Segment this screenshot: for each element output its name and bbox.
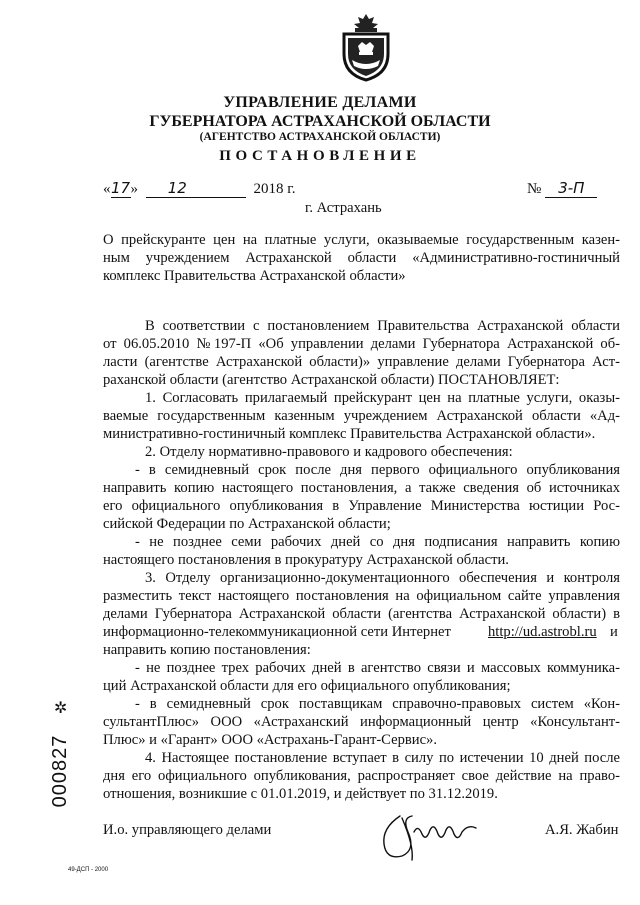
body-line: и bbox=[610, 624, 618, 640]
body-line: ваемые государственным казенным учреждением Астраханской области «Ад- bbox=[103, 408, 620, 424]
org-name-line-3: (АГЕНТСТВО АСТРАХАНСКОЙ ОБЛАСТИ) bbox=[199, 131, 441, 143]
body-line: - не позднее трех рабочих дней в агентство связи и массовых коммуника- bbox=[135, 660, 620, 676]
body-line: - в семидневный срок после дня первого официального опубликования bbox=[135, 462, 620, 478]
body-line: сийской Федерации по Астраханской области; bbox=[103, 516, 391, 532]
body-line: дня его официального опубликования, распространяет свое действие на право- bbox=[103, 768, 620, 784]
date-quote-open: « bbox=[103, 181, 111, 197]
title-line: комплекс Правительства Астраханской области» bbox=[103, 268, 406, 284]
doc-number-block bbox=[527, 179, 597, 198]
handwritten-signature bbox=[372, 806, 492, 864]
website-link[interactable]: http://ud.astrobl.ru bbox=[488, 624, 597, 640]
coat-of-arms-emblem bbox=[338, 10, 394, 82]
body-line: направить копию настоящего постановления, а также сведения об источниках bbox=[103, 480, 620, 496]
serial-number: 000827 bbox=[49, 734, 71, 808]
body-line: 4. Настоящее постановление вступает в силу по истечении 10 дней после bbox=[145, 750, 620, 766]
date-day: 17 bbox=[110, 179, 131, 197]
body-line: информационно-телекоммуникационной сети Интернет bbox=[103, 624, 451, 640]
city: г. Астрахань bbox=[305, 200, 382, 216]
body-line: отношения, возникшие с 01.01.2019, и действует по 31.12.2019. bbox=[103, 786, 498, 802]
doc-type: ПОСТАНОВЛЕНИЕ bbox=[219, 148, 421, 164]
gear-mark-icon: ✲ bbox=[54, 698, 68, 717]
date-quote-close: » bbox=[130, 181, 138, 197]
body-line: разместить текст настоящего постановления на официальном сайте управления bbox=[103, 588, 620, 604]
body-line: сультантПлюс» ООО «Астраханский информационный центр «Консультант- bbox=[103, 714, 620, 730]
signatory-name: А.Я. Жабин bbox=[545, 822, 619, 838]
body-line: 3. Отделу организационно-документационного обеспечения и контроля bbox=[145, 570, 620, 586]
org-name-line-1: УПРАВЛЕНИЕ ДЕЛАМИ bbox=[223, 94, 417, 111]
body-line: - в семидневный срок поставщикам справочно-правовых систем «Кон- bbox=[135, 696, 620, 712]
title-line: О прейскуранте цен на платные услуги, оказываемые государственным казен- bbox=[103, 232, 620, 248]
date-block bbox=[103, 179, 295, 198]
title-line: ным учреждением Астраханской области «Административно-гостиничный bbox=[103, 250, 620, 266]
org-name-line-2: ГУБЕРНАТОРА АСТРАХАНСКОЙ ОБЛАСТИ bbox=[149, 113, 491, 130]
body-line: раханской области (агентство Астраханской области) ПОСТАНОВЛЯЕТ: bbox=[103, 372, 560, 388]
body-line: от 06.05.2010 №197-П «Об управлении делами Губернатора Астраханской об- bbox=[103, 336, 620, 352]
body-line: Плюс» и «Гарант» ООО «Астрахань-Гарант-Сервис». bbox=[103, 732, 437, 748]
body-line: В соответствии с постановлением Правительства Астраханской области bbox=[145, 318, 620, 334]
body-line: его официального опубликования в Управление Министерства юстиции Рос- bbox=[103, 498, 620, 514]
body-line: ласти (агентстве Астраханской области)» управление делами Губернатора Аст- bbox=[103, 354, 620, 370]
date-month: 12 bbox=[146, 179, 246, 198]
doc-number: 3-П bbox=[545, 179, 597, 198]
body-line: настоящего постановления в прокуратуру Астраханской области. bbox=[103, 552, 509, 568]
body-line: ций Астраханской области для его официального опубликования; bbox=[103, 678, 511, 694]
body-line: делами Губернатора Астраханской области (агентства Астраханской области) в bbox=[103, 606, 620, 622]
body-line: министративно-гостиничный комплекс Правительства Астраханской области». bbox=[103, 426, 596, 442]
form-code: 49-ДСП - 2000 bbox=[68, 867, 109, 873]
signatory-position: И.о. управляющего делами bbox=[103, 822, 272, 838]
body-line: направить копию постановления: bbox=[103, 642, 311, 658]
body-line: 1. Согласовать прилагаемый прейскурант цен на платные услуги, оказы- bbox=[145, 390, 620, 406]
body-line: - не позднее семи рабочих дней со дня подписания направить копию bbox=[135, 534, 620, 550]
date-year: 2018 г. bbox=[253, 181, 296, 197]
body-line: 2. Отделу нормативно-правового и кадрового обеспечения: bbox=[145, 444, 513, 460]
doc-number-label: № bbox=[527, 181, 542, 197]
